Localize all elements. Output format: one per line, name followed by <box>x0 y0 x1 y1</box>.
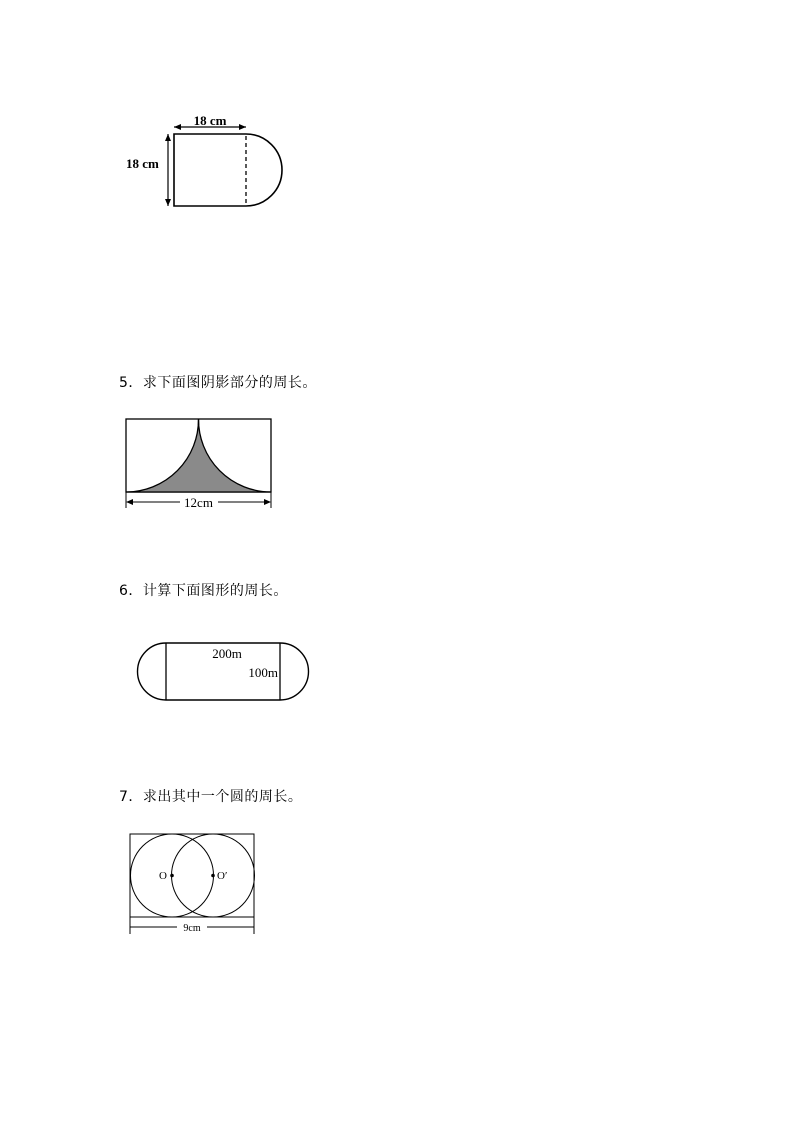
center-label-right: O′ <box>217 870 228 882</box>
shaded-region <box>126 419 271 492</box>
dimension-label: 12cm <box>184 495 213 510</box>
shape-outline <box>174 134 282 206</box>
question-7-text: 7．求出其中一个圆的周长。 <box>119 789 303 805</box>
figure-two-circles <box>125 830 265 938</box>
width-label: 18 cm <box>193 113 227 128</box>
center-point-right <box>211 874 215 878</box>
dimension-label: 9cm <box>183 923 201 934</box>
figure-track <box>130 638 320 706</box>
figure-shaded-arcs <box>120 415 280 515</box>
height-label: 18 cm <box>126 156 159 171</box>
question-6-text: 6．计算下面图形的周长。 <box>119 583 288 599</box>
center-point-left <box>170 874 174 878</box>
length-label: 200m <box>212 646 242 661</box>
height-label: 100m <box>248 665 278 680</box>
question-5-text: 5．求下面图阴影部分的周长。 <box>119 375 317 391</box>
center-label-left: O <box>159 870 167 882</box>
rectangle-outline <box>130 834 254 917</box>
figure-rectangle-semicircle <box>110 105 300 215</box>
